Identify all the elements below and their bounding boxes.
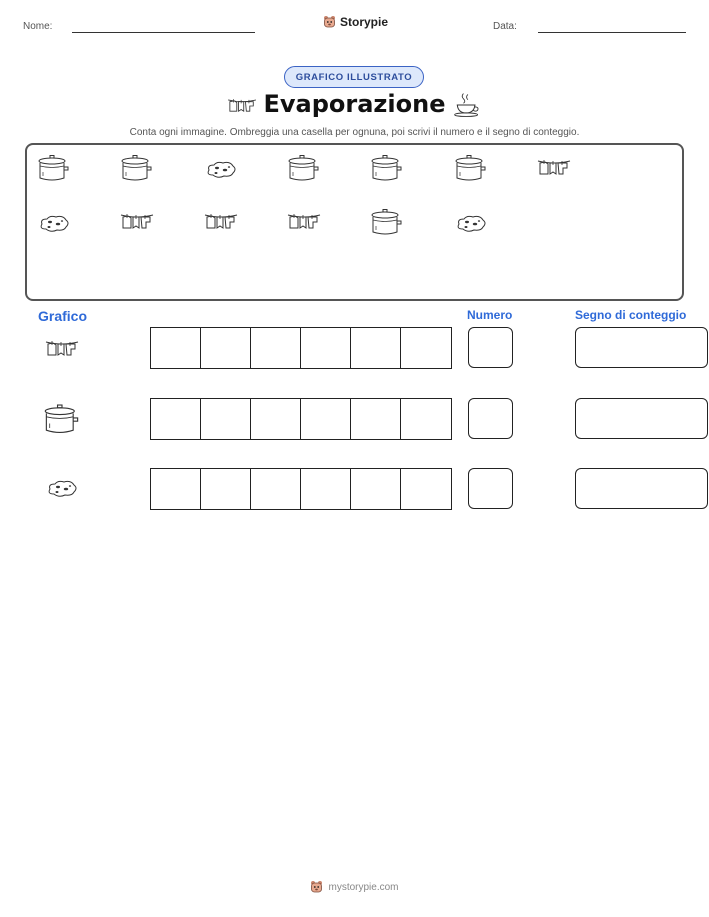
footer — [0, 880, 709, 894]
footer-url: mystorypie.com — [328, 881, 399, 893]
shade-box[interactable] — [151, 469, 201, 509]
clothesline-icon — [43, 334, 81, 364]
tally-box[interactable] — [575, 398, 708, 439]
shade-grid-puddle — [150, 468, 452, 510]
shade-grid-pot — [150, 398, 452, 440]
shade-box[interactable] — [201, 328, 251, 368]
number-header: Numero — [467, 308, 513, 322]
pot-icon — [370, 207, 404, 237]
shade-box[interactable] — [351, 469, 401, 509]
clothesline-icon — [287, 207, 321, 237]
pot-icon — [287, 153, 321, 183]
shade-box[interactable] — [251, 328, 301, 368]
brand-logo — [323, 15, 388, 29]
shade-box[interactable] — [351, 328, 401, 368]
puddle-icon — [37, 209, 71, 239]
tally-box[interactable] — [575, 468, 708, 509]
shade-box[interactable] — [351, 399, 401, 439]
worksheet-badge: GRAFICO ILLUSTRATO — [284, 66, 424, 88]
name-field[interactable] — [72, 32, 255, 33]
picture-box — [25, 143, 684, 301]
name-label: Nome: — [23, 21, 53, 32]
shade-box[interactable] — [151, 399, 201, 439]
pot-icon — [120, 153, 154, 183]
pot-icon — [43, 402, 81, 436]
page-title: Evaporazione — [263, 90, 446, 118]
number-box[interactable] — [468, 398, 513, 439]
pot-icon — [454, 153, 488, 183]
number-box[interactable] — [468, 327, 513, 368]
puddle-icon — [204, 155, 238, 185]
mascot-icon — [310, 880, 323, 894]
shade-box[interactable] — [201, 399, 251, 439]
shade-box[interactable] — [251, 469, 301, 509]
clothesline-icon — [120, 207, 154, 237]
puddle-icon — [454, 209, 488, 239]
date-label: Data: — [493, 21, 517, 32]
number-box[interactable] — [468, 468, 513, 509]
graph-title: Grafico — [38, 308, 88, 324]
puddle-icon — [43, 474, 81, 504]
shade-box[interactable] — [301, 469, 351, 509]
date-field[interactable] — [538, 32, 686, 33]
mascot-icon — [323, 15, 336, 29]
shade-box[interactable] — [251, 399, 301, 439]
coffee-cup-icon — [452, 90, 482, 120]
shade-grid-clothesline — [150, 327, 452, 369]
tally-header: Segno di conteggio — [575, 308, 687, 322]
shade-box[interactable] — [201, 469, 251, 509]
shade-box[interactable] — [401, 399, 451, 439]
brand-name: Storypie — [340, 15, 389, 29]
tally-box[interactable] — [575, 327, 708, 368]
shade-box[interactable] — [151, 328, 201, 368]
shade-box[interactable] — [301, 399, 351, 439]
pot-icon — [37, 153, 71, 183]
instructions: Conta ogni immagine. Ombreggia una casella per ognuna, poi scrivi il numero e il segno di conteggio. — [129, 127, 580, 138]
shade-box[interactable] — [301, 328, 351, 368]
clothesline-icon — [537, 153, 571, 183]
shade-box[interactable] — [401, 469, 451, 509]
shade-box[interactable] — [401, 328, 451, 368]
pot-icon — [370, 153, 404, 183]
clothesline-icon — [204, 207, 238, 237]
